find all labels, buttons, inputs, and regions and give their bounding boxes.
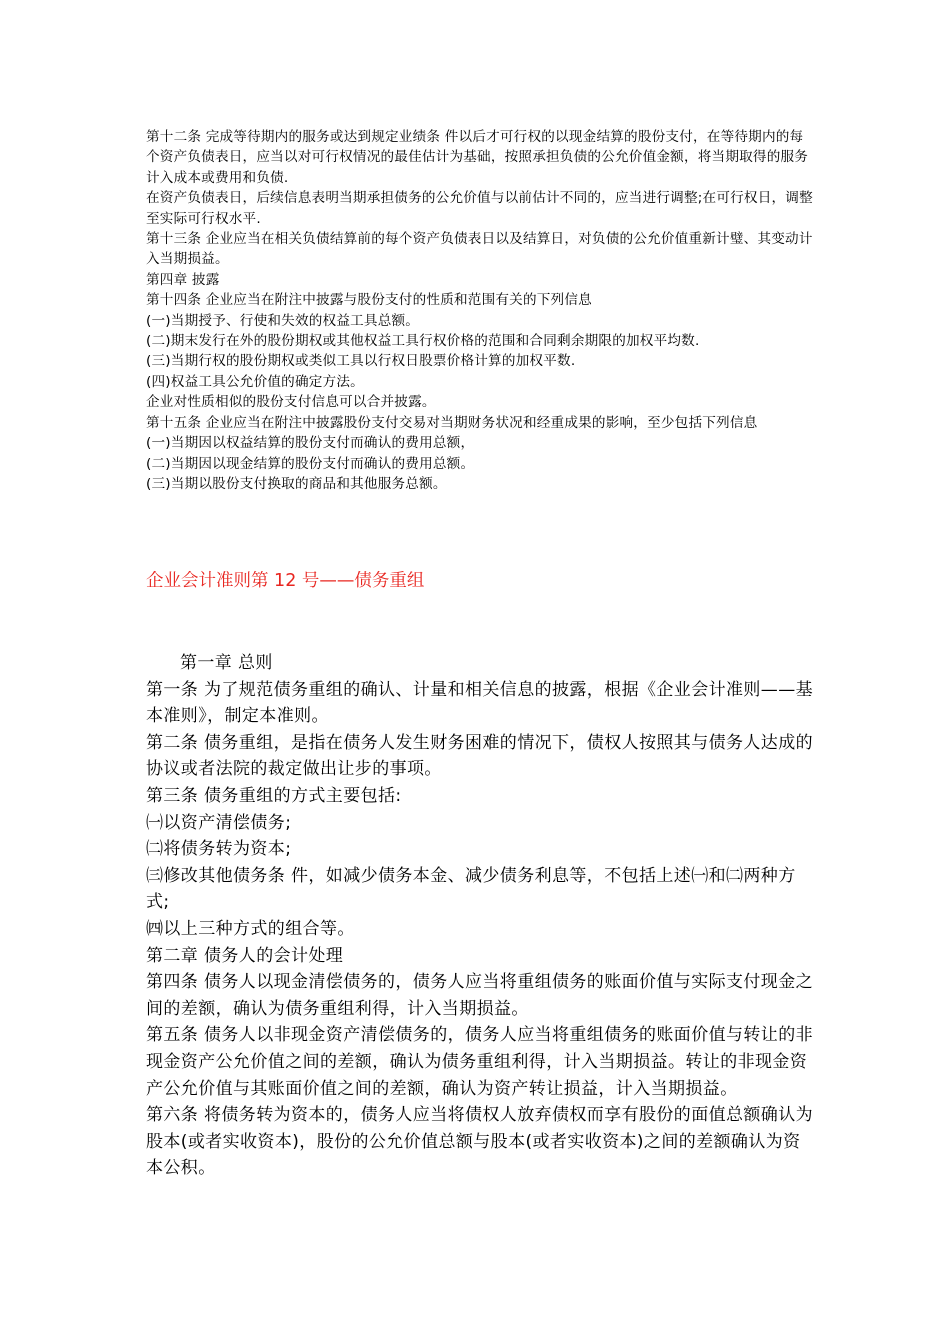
article-12: 第十二条 完成等待期内的服务或达到规定业绩条 件以后才可行权的以现金结算的股份支付，在等待期内的每个资产负债表日，应当以对可行权情况的最佳估计为基础，按照承担负债的公允价值金额，将当期取得的服务计入成本或费用和负债. bbox=[146, 129, 809, 186]
chapter-4-heading: 第四章 披露 bbox=[146, 271, 220, 288]
article-14-item-4: (四)权益工具公允价值的确定方法。 bbox=[146, 373, 364, 390]
chapter-2-heading: 第二章 债务人的会计处理 bbox=[146, 945, 344, 966]
article-3: 第三条 债务重组的方式主要包括: bbox=[146, 785, 402, 806]
article-3-item-4: ㈣以上三种方式的组合等。 bbox=[146, 918, 355, 939]
article-15-item-1: (一)当期因以权益结算的股份支付而确认的费用总额， bbox=[146, 435, 475, 452]
article-15: 第十五条 企业应当在附注中披露股份支付交易对当期财务状况和经重成果的影响，至少包括下列信息 bbox=[146, 414, 758, 431]
debt-restructuring-section bbox=[146, 650, 816, 1182]
chapter-1-heading: 第一章 总则 bbox=[180, 653, 273, 673]
article-14-note: 企业对性质相似的股份支付信息可以合并披露。 bbox=[146, 394, 436, 411]
article-13: 第十三条 企业应当在相关负债结算前的每个资产负债表日以及结算日，对负债的公允价值重新计璧、其变动计入当期损益。 bbox=[146, 231, 813, 268]
article-3-item-1: ㈠以资产清偿债务; bbox=[146, 812, 292, 833]
article-3-item-2: ㈡将债务转为资本; bbox=[146, 839, 292, 860]
article-1: 第一条 为了规范债务重组的确认、计量和相关信息的披露，根据《企业会计准则——基本准则》，制定本准则。 bbox=[146, 679, 814, 727]
share-payment-section bbox=[146, 127, 816, 494]
standard-12-title: 企业会计准则第 12 号——债务重组 bbox=[146, 571, 425, 591]
article-6: 第六条 将债务转为资本的，债务人应当将债权人放弃债权而享有股份的面值总额确认为股本(或者实收资本)，股份的公允价值总额与股本(或者实收资本)之间的差额确认为资本公积。 bbox=[146, 1105, 814, 1179]
article-14: 第十四条 企业应当在附注中披露与股份支付的性质和范围有关的下列信息 bbox=[146, 292, 592, 309]
article-12-adjustment: 在资产负债表日，后续信息表明当期承担债务的公允价值与以前估计不同的，应当进行调整;在可行权日，调整至实际可行权水平. bbox=[146, 190, 813, 227]
article-15-item-2: (二)当期因以现金结算的股份支付而确认的费用总额。 bbox=[146, 455, 475, 472]
article-4: 第四条 债务人以现金清偿债务的，债务人应当将重组债务的账面价值与实际支付现金之间的差额，确认为债务重组利得，计入当期损益。 bbox=[146, 972, 814, 1019]
article-5: 第五条 债务人以非现金资产清偿债务的，债务人应当将重组债务的账面价值与转让的非现金资产公允价值之间的差额，确认为债务重组利得，计入当期损益。转让的非现金资产公允价值与其账面价值之间的差额，确认为资产转让损益，计入当期损益。 bbox=[146, 1025, 814, 1099]
article-14-item-1: (一)当期授予、行使和失效的权益工具总额。 bbox=[146, 312, 420, 329]
article-2: 第二条 债务重组，是指在债务人发生财务困难的情况下，债权人按照其与债务人达成的协议或者法院的裁定做出让步的事项。 bbox=[146, 732, 814, 780]
article-15-item-3: (三)当期以股份支付换取的商品和其他服务总额。 bbox=[146, 475, 447, 492]
article-14-item-2: (二)期末发行在外的股份期权或其他权益工具行权价格的范围和合同剩余期限的加权平均数. bbox=[146, 333, 700, 350]
article-3-item-3: ㈢修改其他债务条 件，如减少债务本金、减少债务利息等，不包括上述㈠和㈡两种方式; bbox=[146, 865, 796, 913]
article-14-item-3: (三)当期行权的股份期权或类似工具以行权日股票价格计算的加权平数. bbox=[146, 353, 576, 370]
